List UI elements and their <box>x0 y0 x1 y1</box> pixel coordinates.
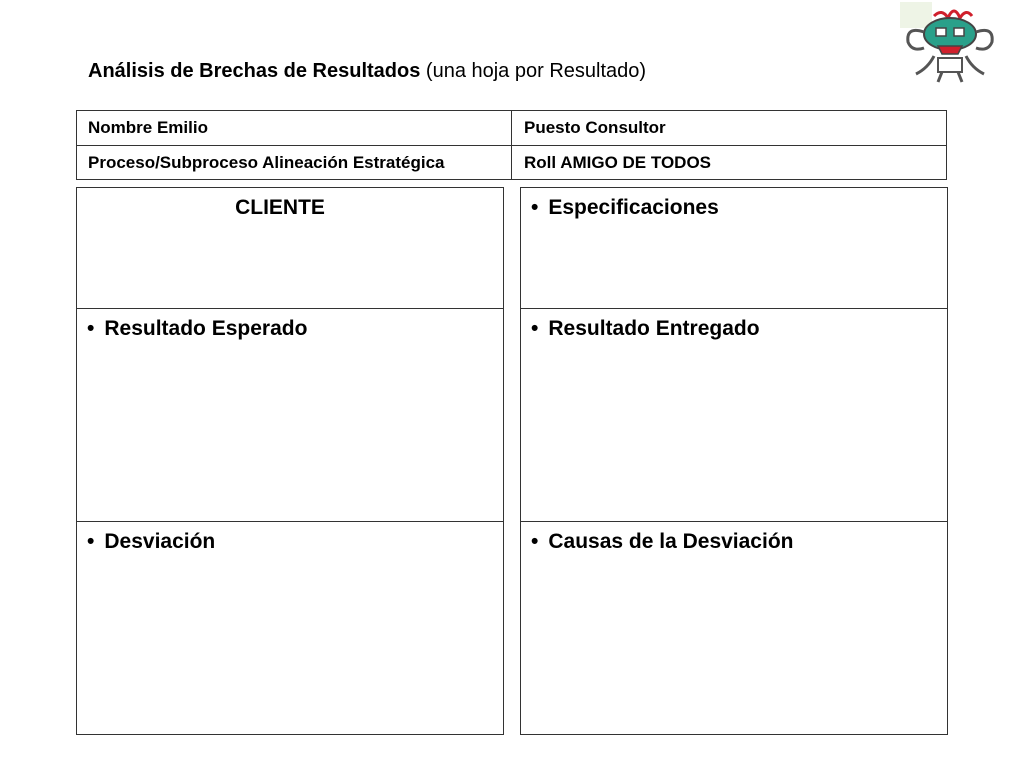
cliente-heading: CLIENTE <box>235 196 325 219</box>
info-row-1 <box>77 111 946 145</box>
puesto-cell: Puesto Consultor <box>524 118 666 137</box>
title-subtitle: (una hoja por Resultado) <box>425 60 647 82</box>
info-row-2 <box>77 145 946 180</box>
roll-cell: Roll AMIGO DE TODOS <box>524 153 712 172</box>
cliente-box <box>77 188 503 308</box>
info-table <box>76 110 947 180</box>
causas-heading: • Causas de la Desviación <box>531 530 793 554</box>
nombre-cell: Nombre Emilio <box>77 111 512 145</box>
title-bold: Análisis de Brechas de Resultados <box>88 60 421 82</box>
mascot-logo-icon <box>898 2 1002 84</box>
resultado-esperado-box <box>77 308 503 521</box>
especificaciones-heading: • Especificaciones <box>531 196 719 220</box>
resultado-entregado-heading: • Resultado Entregado <box>531 317 760 341</box>
desviacion-box <box>77 521 503 734</box>
left-panel <box>76 187 504 735</box>
page-title <box>88 60 646 83</box>
desviacion-heading: • Desviación <box>87 530 215 554</box>
proceso-cell: Proceso/Subproceso Alineación Estratégica <box>77 146 512 180</box>
resultado-entregado-box <box>521 308 947 521</box>
resultado-esperado-heading: • Resultado Esperado <box>87 317 307 341</box>
especificaciones-box <box>521 188 947 308</box>
right-panel <box>520 187 948 735</box>
causas-box <box>521 521 947 734</box>
